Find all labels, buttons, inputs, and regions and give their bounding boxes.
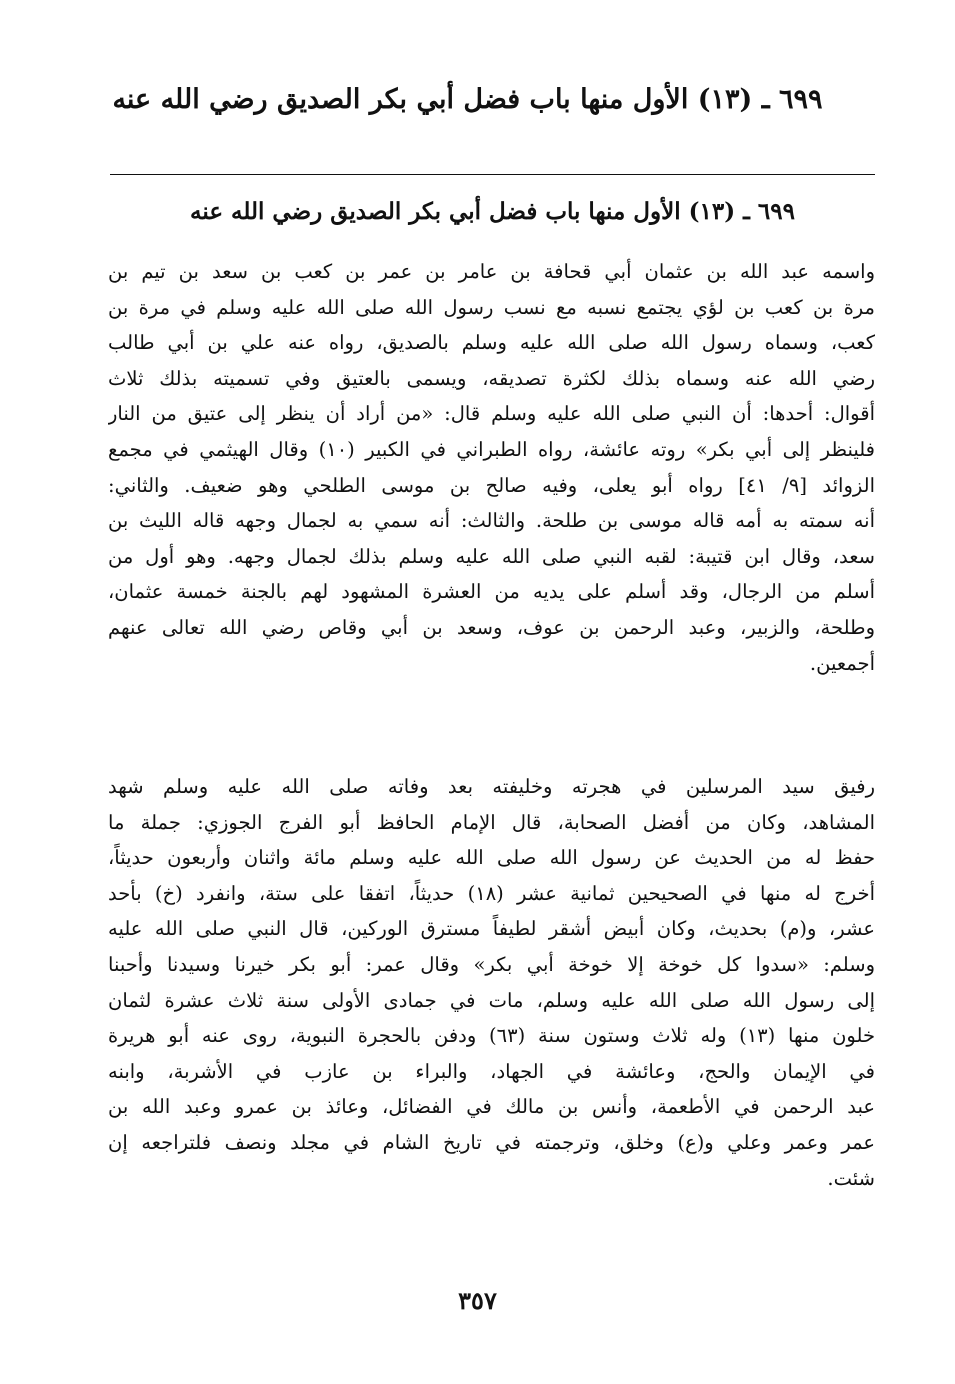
paragraph-line: فلينظر إلى أبي بكر» روته عائشة، رواه الطبراني في الكبير (١٠) وقال الهيثمي في مجمع <box>108 437 875 461</box>
paragraph-line: عبد الرحمن في الأطعمة، وأنس بن مالك في الفضائل، وعائذ بن عمرو وعبد الله بن <box>108 1095 875 1119</box>
paragraph-line: الزوائد [٩/ ٤١] رواه أبو يعلى، وفيه صالح بن موسى الطلحي وهو ضعيف. والثاني: <box>108 473 875 497</box>
paragraph-line: أسلم من الرجال، وقد أسلم على يديه من العشرة المشهود لهم بالجنة خمسة عثمان، <box>108 580 875 604</box>
paragraph-line: إلى رسول الله صلى الله عليه وسلم، مات في جمادى الأولى سنة ثلاث عشرة لثمان <box>108 988 875 1012</box>
paragraph-line: رضي الله عنه وسماه بذلك لكثرة تصديقه، ويسمى بالعتيق وفي تسميته بذلك ثلاث <box>108 366 875 390</box>
paragraph-line: حفظ له من الحديث عن رسول الله صلى الله عليه وسلم مائة واثنان وأربعون حديثاً، <box>108 846 875 870</box>
paragraph-2 <box>108 769 875 1196</box>
paragraph-line: وسلم: «سدوا كل خوخة إلا خوخة أبي بكر» وقال عمر: أبو بكر خيرنا وسيدنا وأحبنا <box>108 952 875 976</box>
page-number: ٣٥٧ <box>458 1286 497 1315</box>
running-header: ٦٩٩ ـ (١٣) الأول منها باب فضل أبي بكر الصديق رضي الله عنه <box>112 84 823 115</box>
paragraph-line: في الإيمان والحج، وعائشة في الجهاد، والبراء بن عازب في الأشربة، وابنه <box>108 1059 875 1083</box>
paragraph-line: أنه سمته به أمه قاله موسى بن طلحة. والثالث: أنه سمي به لجمال وجهه قاله الليث بن <box>108 509 875 533</box>
paragraph-1 <box>108 254 875 681</box>
paragraph-line: رفيق سيد المرسلين في هجرته وخليفته بعد وفاته صلى الله عليه وسلم شهد <box>108 775 875 798</box>
paragraph-line: سعد، وقال ابن قتيبة: لقبه النبي صلى الله عليه وسلم بذلك لجمال وجهه. وهو أول من <box>108 544 875 568</box>
paragraph-line: واسمه عبد الله بن عثمان أبي قحافة بن عامر بن عمر بن كعب بن سعد بن تيم بن <box>108 260 875 283</box>
section-title: ٦٩٩ ـ (١٣) الأول منها باب فضل أبي بكر الصديق رضي الله عنه <box>190 198 795 225</box>
paragraph-line: عشر، و(م) بحديث، وكان أبيض أشقر لطيفاً مسترق الوركين، قال النبي صلى الله عليه <box>108 917 875 941</box>
paragraph-line: وطلحة، والزبير، وعبد الرحمن بن عوف، وسعد بن أبي وقاص رضي الله تعالى عنهم <box>108 615 875 639</box>
paragraph-line: أخرج له منها في الصحيحين ثمانية عشر (١٨) حديثاً، اتفقا على ستة، وانفرد (خ) بأحد <box>108 881 875 905</box>
paragraph-line: مرة بن كعب بن لؤي يجتمع نسبه مع نسب رسول الله صلى الله عليه وسلم في مرة بن <box>108 295 875 319</box>
paragraph-line: شئت. <box>827 1166 875 1190</box>
paragraph-line: عمر وعمر وعلي و(ع) وخلق، وترجمته في تاريخ الشام في مجلد ونصف فلتراجعه إن <box>108 1130 875 1154</box>
paragraph-line: أجمعين. <box>809 651 875 675</box>
paragraph-line: كعب، وسماه رسول الله صلى الله عليه وسلم بالصديق، رواه عنه علي بن أبي طالب <box>108 331 875 355</box>
paragraph-line: خلون منها (١٣) وله ثلاث وستون سنة (٦٣) ودفن بالحجرة النبوية، روى عنه أبو هريرة <box>108 1024 875 1048</box>
paragraph-line: أقوال: أحدها: أن النبي صلى الله عليه وسلم قال: «من أراد أن ينظر إلى عتيق من النار <box>108 402 875 426</box>
paragraph-line: المشاهد، وكان من أفضل الصحابة، قال الإمام الحافظ أبو الفرج الجوزي: جملة ما <box>108 810 875 834</box>
header-divider <box>110 174 875 175</box>
